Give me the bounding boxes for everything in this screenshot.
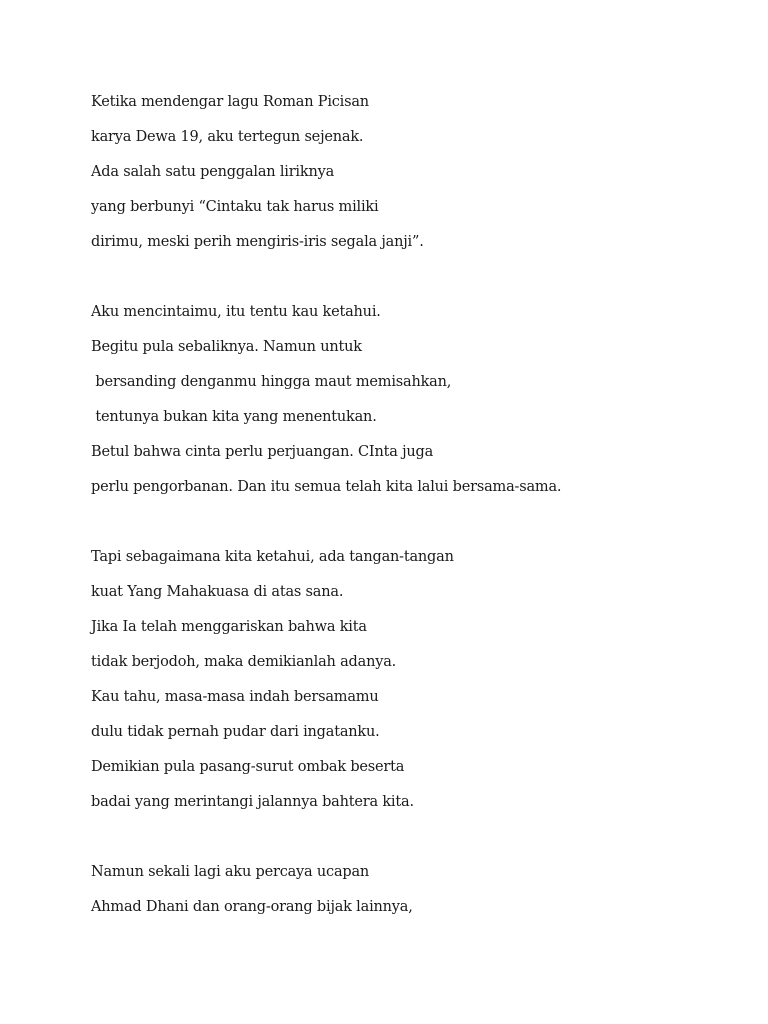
text-line: Tapi sebagaimana kita ketahui, ada tangan-tangan — [91, 549, 454, 565]
text-line: dirimu, meski perih mengiris-iris segala janji”. — [91, 234, 424, 250]
text-line: Ahmad Dhani dan orang-orang bijak lainnya, — [91, 899, 413, 915]
text-line: dulu tidak pernah pudar dari ingatanku. — [91, 724, 380, 740]
text-line: Demikian pula pasang-surut ombak beserta — [91, 759, 405, 775]
text-line: karya Dewa 19, aku tertegun sejenak. — [91, 129, 364, 145]
text-line: badai yang merintangi jalannya bahtera kita. — [91, 794, 414, 810]
text-line: perlu pengorbanan. Dan itu semua telah kita lalui bersama-sama. — [91, 479, 562, 495]
text-line: Begitu pula sebaliknya. Namun untuk — [91, 339, 362, 355]
text-line: Kau tahu, masa-masa indah bersamamu — [91, 689, 379, 705]
text-line: yang berbunyi “Cintaku tak harus miliki — [91, 199, 379, 215]
text-line: Aku mencintaimu, itu tentu kau ketahui. — [91, 304, 381, 320]
text-line: Betul bahwa cinta perlu perjuangan. CInta juga — [91, 444, 434, 460]
paragraph-3 — [91, 547, 711, 827]
text-line: kuat Yang Mahakuasa di atas sana. — [91, 584, 344, 600]
paragraph-spacer — [91, 267, 711, 302]
text-line: tentunya bukan kita yang menentukan. — [91, 409, 377, 425]
paragraph-2 — [91, 302, 711, 512]
text-line: Ketika mendengar lagu Roman Picisan — [91, 94, 369, 110]
paragraph-spacer — [91, 827, 711, 862]
text-line: tidak berjodoh, maka demikianlah adanya. — [91, 654, 397, 670]
document-body — [91, 92, 711, 932]
text-line: Namun sekali lagi aku percaya ucapan — [91, 864, 370, 880]
text-line: bersanding denganmu hingga maut memisahkan, — [91, 374, 452, 390]
paragraph-spacer — [91, 512, 711, 547]
text-line: Ada salah satu penggalan liriknya — [91, 164, 335, 180]
paragraph-1 — [91, 92, 711, 267]
text-line: Jika Ia telah menggariskan bahwa kita — [91, 619, 367, 635]
paragraph-4 — [91, 862, 711, 932]
